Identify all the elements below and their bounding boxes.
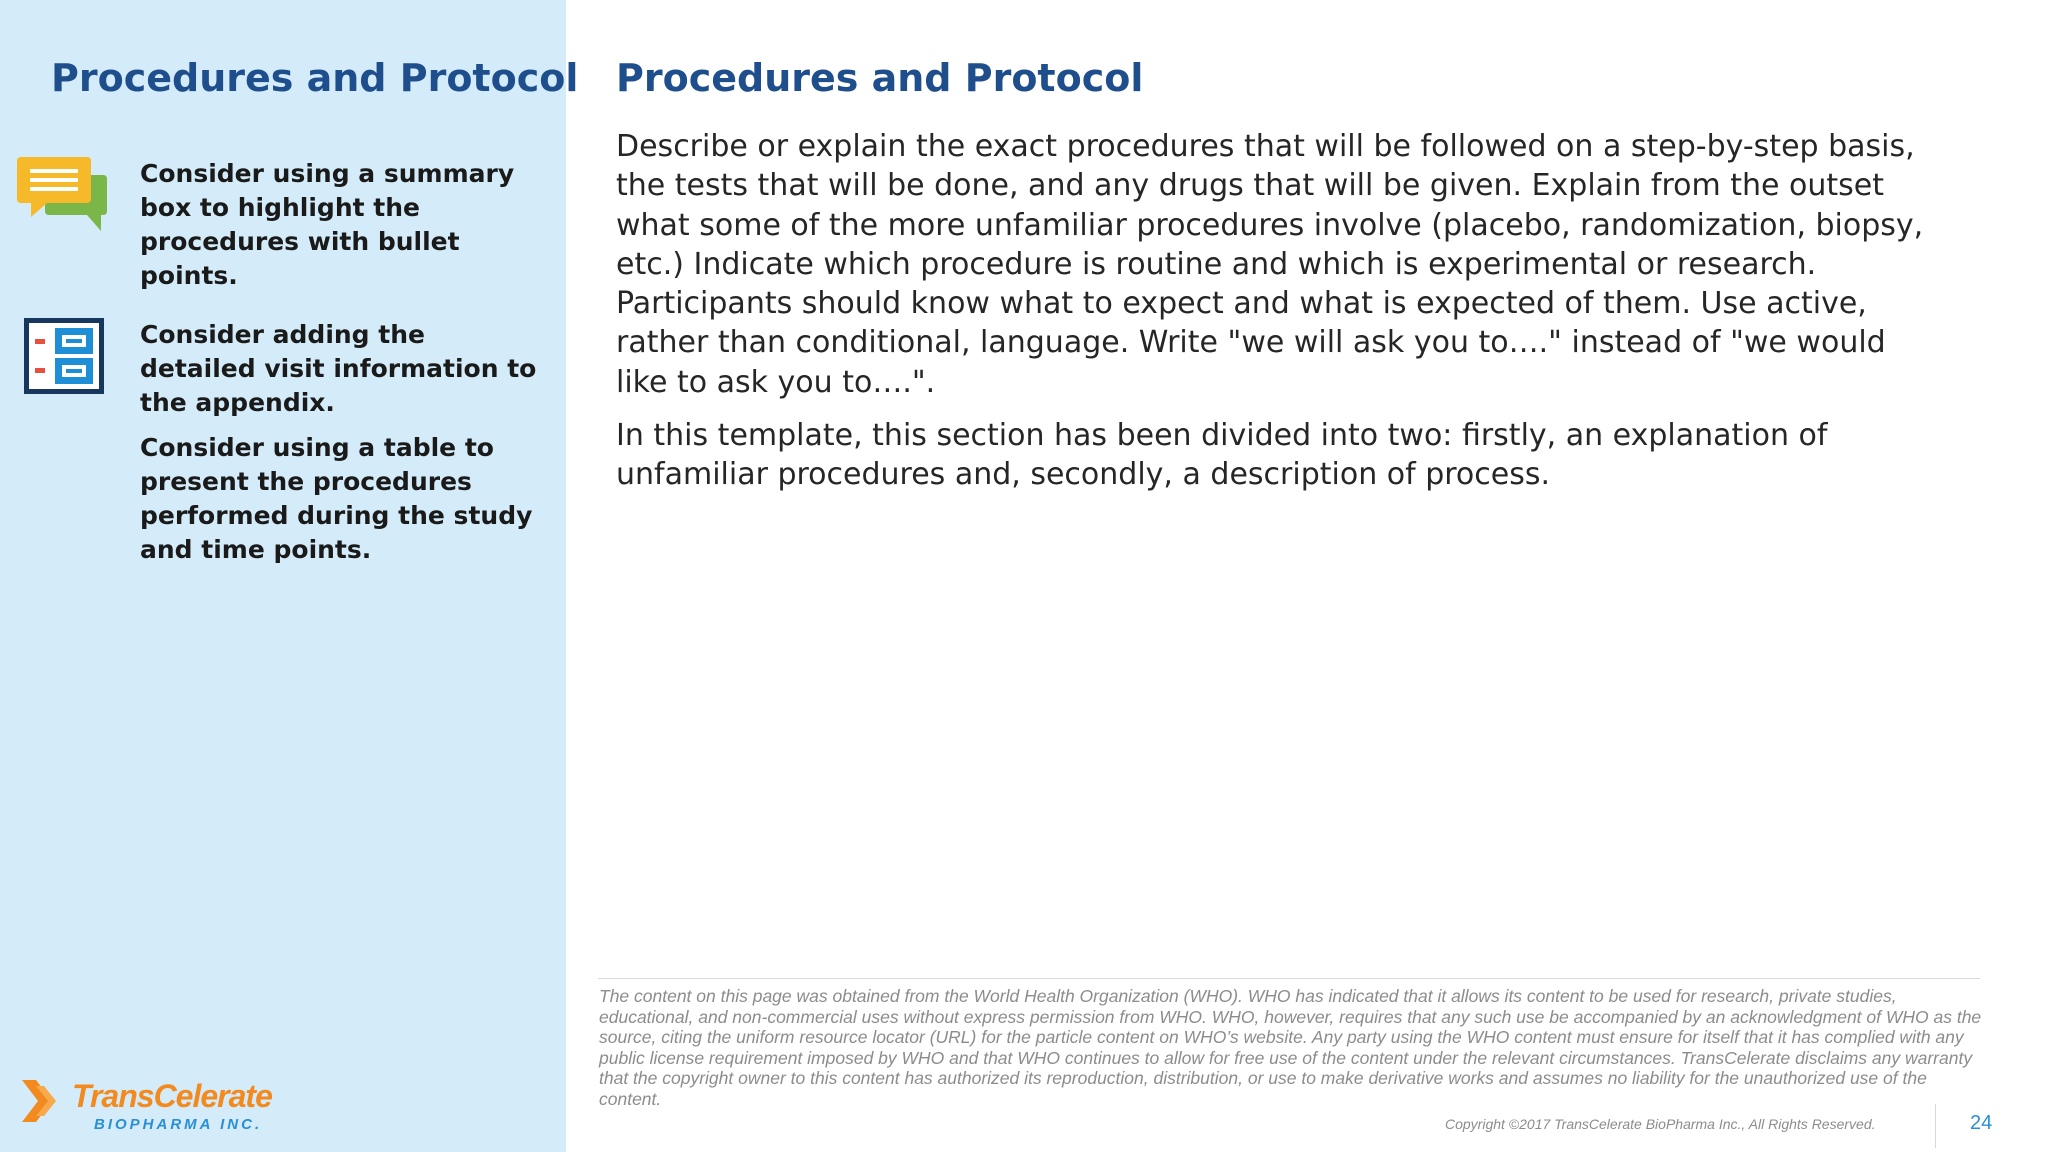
sidebar-panel: [0, 0, 579, 1152]
tip-summary-box: Consider using a summary box to highlight the procedures with bullet points.: [140, 159, 515, 290]
copyright-notice: Copyright ©2017 TransCelerate BioPharma Inc., All Rights Reserved.: [1445, 1116, 1876, 1132]
who-disclaimer: The content on this page was obtained from the World Health Organization (WHO). WHO has indicated that it allows its content to be used for research, private studies, educational, and non-commercial uses without express permission from WHO. WHO, however, requires that any such use be accompanied by an acknowledgment of WHO as the source, citing the uniform resource locator (URL) for the particle content on WHO’s website. Any party using the WHO content must ensure for itself that it has complied with any public license requirement imposed by WHO and that WHO continues to allow for free use of the content under the relevant circumstances. TransCelerate disclaims any warranty that the copyright owner to this content has authorized its reproduction, distribution, or use to make derivative works and assumes no liability for the unauthorized use of the content.: [599, 986, 1982, 1109]
page-title: Procedures and Protocol: [616, 56, 1144, 100]
disclaimer-divider: [598, 978, 1980, 979]
body-paragraph-template: In this template, this section has been divided into two: firstly, an explanation of unfamiliar procedures and, secondly, a description of process.: [616, 418, 1828, 493]
transcelerate-logo: [22, 1078, 282, 1134]
logo-tagline: BIOPHARMA INC.: [94, 1116, 263, 1133]
footer-divider: [1935, 1104, 1936, 1148]
tip-appendix: Consider adding the detailed visit information to the appendix.: [140, 320, 537, 417]
body-paragraph-procedures: Describe or explain the exact procedures that will be followed on a step-by-step basis, the tests that will be done, and any drugs that will be given. Explain from the outset what some of the more unfamiliar procedures involve (placebo, randomization, biopsy, etc.) Indicate which procedure is routine and which is experimental or research. Participants should know what to expect and what is expected of them. Use active, rather than conditional, language. Write "we will ask you to…." instead of "we would like to ask you to….".: [616, 129, 1924, 400]
page-number: 24: [1970, 1112, 1993, 1134]
sidebar-title: Procedures and Protocol: [51, 56, 579, 100]
checklist-icon: [24, 318, 104, 394]
tip-table: Consider using a table to present the procedures performed during the study and time points.: [140, 433, 533, 564]
speech-bubbles-icon: [15, 155, 111, 235]
logo-wordmark: TransCelerate: [72, 1078, 272, 1114]
chevron-arrows-icon: [22, 1080, 62, 1122]
